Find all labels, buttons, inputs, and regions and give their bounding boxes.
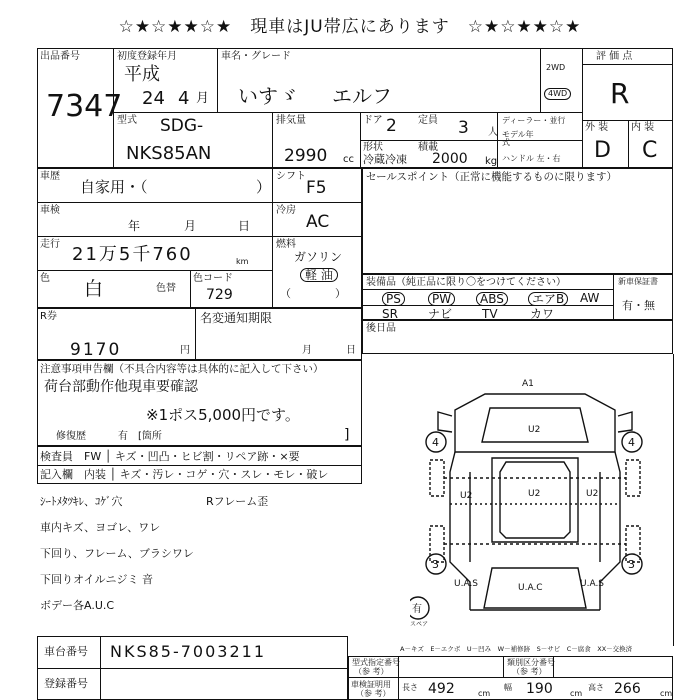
notes-line-2: ※1ポス5,000円です。 xyxy=(146,406,300,424)
equip-airbag: エアB xyxy=(528,292,568,306)
exterior-label: 外 装 xyxy=(585,122,609,133)
diagram-tire-fr: 4 xyxy=(628,436,635,449)
history-label: 車歴 xyxy=(40,171,60,182)
diagram-mark-top: A1 xyxy=(522,379,534,389)
score-label: 評 価 点 xyxy=(596,51,633,62)
recycle-amount: 9170 xyxy=(70,340,122,360)
cert-sub: （参 考） xyxy=(356,689,391,698)
memo-line-3: 下回り、フレーム、ブラシワレ xyxy=(40,547,194,560)
repair-close: ] xyxy=(344,427,350,443)
width-label: 幅 xyxy=(504,683,512,692)
width-unit: cm xyxy=(570,689,583,698)
memo-line-1: ｼｰﾄﾒﾀﾂｷﾚ、ｺｹﾞ穴 xyxy=(40,495,123,508)
color-label: 色 xyxy=(40,273,50,284)
fuel-value: ガソリン xyxy=(294,250,343,264)
shape-label: 形状 xyxy=(363,142,383,153)
model-grade-label: 車名・グレード xyxy=(221,51,291,62)
equip-leather: カワ xyxy=(530,307,555,321)
diagram-mark-rear-right: U.A.S xyxy=(580,579,605,589)
notes-label: 注意事項申告欄（不具合内容等は具体的に記入して下さい） xyxy=(40,363,324,375)
capacity-label: 定員 xyxy=(418,115,438,126)
cert-label: 車検証明用 xyxy=(351,680,391,689)
diagram-mark-front-panel: U2 xyxy=(528,425,541,435)
diagram-mark-right-body: U2 xyxy=(586,489,599,499)
color-code: 729 xyxy=(206,287,233,303)
reg-month: 4 xyxy=(178,88,190,109)
sales-point-block xyxy=(362,168,673,274)
history-value: 自家用・（ xyxy=(80,178,148,196)
warranty-label: 新車保証書 xyxy=(618,277,658,286)
inspection-day: 日 xyxy=(238,219,251,233)
doors-label: ドア xyxy=(363,115,383,126)
chassis-number: NKS85-7003211 xyxy=(110,642,267,661)
diagram-tire-rl: 3 xyxy=(432,558,439,571)
exterior-grade: D xyxy=(594,138,611,163)
equip-abs: ABS xyxy=(476,292,508,306)
diagram-spare: 有 xyxy=(412,604,422,615)
diagram-tire-fl: 4 xyxy=(432,436,439,449)
name-change-month: 月 xyxy=(302,345,312,356)
shift-4wd-label: 4WD xyxy=(544,88,571,100)
era: 平成 xyxy=(124,64,160,85)
model-class-sub: （参 考） xyxy=(354,667,389,676)
vehicle-damage-diagram xyxy=(410,372,660,630)
aircon-label: 冷房 xyxy=(276,205,296,216)
height-label: 高さ xyxy=(588,683,604,692)
type-label: 型式 xyxy=(117,115,137,126)
banner: ☆★☆★★☆★ 現車はJU帯広にあります ☆★☆★★☆★ xyxy=(118,17,582,37)
width-value: 190 xyxy=(526,681,553,697)
interior-grade: C xyxy=(642,138,658,163)
mileage-value: 21万5千760 xyxy=(72,244,193,265)
chassis-label: 車台番号 xyxy=(44,645,88,658)
inspection-year: 年 xyxy=(128,219,141,233)
dealer-label: ディーラー・並行 xyxy=(502,116,566,125)
color-value: 白 xyxy=(84,278,104,300)
sales-point-label: セールスポイント（正常に機能するものに限ります） xyxy=(366,171,618,183)
capacity: 3 xyxy=(458,118,469,138)
repair-label: 修復歴 xyxy=(56,431,86,442)
lot-number: 7347 xyxy=(46,89,123,124)
inspection-month: 月 xyxy=(184,219,197,233)
inspector-label: 検査員 xyxy=(40,450,73,463)
equip-sr: SR xyxy=(382,307,398,321)
km-unit: km xyxy=(236,257,249,266)
type-prefix: SDG- xyxy=(160,116,204,136)
handle-label: ハンドル 左・右 xyxy=(502,154,561,163)
notes-line-1: 荷台部動作他現車要確認 xyxy=(44,379,198,395)
fill-label: 記入欄 xyxy=(40,468,73,481)
fuel-paren: （ ） xyxy=(280,287,346,300)
type-code: NKS85AN xyxy=(126,143,212,164)
memo-line-4: 下回りオイルニジミ 音 xyxy=(40,573,153,586)
equip-pw: PW xyxy=(428,292,455,306)
shift-value: F5 xyxy=(306,178,327,198)
category-class-sub: （参 考） xyxy=(512,667,547,676)
shift-label: シフト xyxy=(276,171,306,182)
repair-value: 有 [箇所 xyxy=(118,431,162,442)
mileage-label: 走行 xyxy=(40,239,60,250)
fuel-alt: 軽 油 xyxy=(300,268,338,282)
diagram-spare-sub: スペア xyxy=(410,621,429,628)
load: 2000 xyxy=(432,151,468,167)
name-change-day: 日 xyxy=(346,345,356,356)
equipment-label: 装備品（純正品に限り〇をつけてください） xyxy=(366,277,566,288)
length-unit: cm xyxy=(478,689,491,698)
equip-aw: AW xyxy=(580,291,600,305)
reg-no-label: 登録番号 xyxy=(44,677,88,690)
memo-line-5: ボデー各A.U.C xyxy=(40,599,115,612)
category-class-label: 類別区分番号 xyxy=(507,658,555,667)
warranty-options: 有・無 xyxy=(622,299,655,312)
model: エルフ xyxy=(332,84,392,108)
equip-tv: TV xyxy=(482,307,498,321)
load-label: 積載 xyxy=(418,142,438,153)
first-reg-label: 初度登録年月 xyxy=(117,51,177,62)
inspection-label: 車検 xyxy=(40,205,60,216)
people-unit: 人 xyxy=(488,127,498,138)
damage-legend: A－キズ E－エクボ U－凹み W－補修跡 S－サビ C－腐食 XX－交換済 xyxy=(400,645,633,653)
make: いすゞ xyxy=(238,84,298,108)
length-label: 長さ xyxy=(402,683,418,692)
reg-month-unit: 月 xyxy=(196,91,210,106)
lot-no-label: 出品番号 xyxy=(40,51,80,62)
diagram-mark-rear-left: U.A.S xyxy=(454,579,479,589)
doors: 2 xyxy=(386,116,397,136)
height-unit: cm xyxy=(660,689,673,698)
diagram-mark-rear-center: U.A.C xyxy=(518,583,543,593)
model-class-label: 型式指定番号 xyxy=(352,658,400,667)
equip-ps: PS xyxy=(382,292,405,306)
memo-line-2: 車内キズ、ヨゴレ、ワレ xyxy=(40,521,161,534)
equip-navi: ナビ xyxy=(428,307,453,321)
height-value: 266 xyxy=(614,681,641,697)
fuel-label: 燃料 xyxy=(276,239,296,250)
memo-frame: Rフレーム歪 xyxy=(206,495,269,508)
cc-unit: cc xyxy=(343,154,354,165)
diagram-mark-center: U2 xyxy=(528,489,541,499)
interior-label: 内 装 xyxy=(631,122,655,133)
color-change-label: 色替 xyxy=(156,283,176,294)
color-code-label: 色コード xyxy=(193,273,233,284)
length-value: 492 xyxy=(428,681,455,697)
inspect-items: FW │ キズ・凹凸・ヒビ割・リペア跡・×要 xyxy=(84,450,300,463)
back-seat-label: 後日品 xyxy=(366,323,396,334)
displacement-label: 排気量 xyxy=(276,115,306,126)
model-year-label: モデル年式 xyxy=(502,130,534,147)
reg-year: 24 xyxy=(142,88,165,109)
history-close: ） xyxy=(256,178,272,196)
kg-unit: kg xyxy=(485,156,498,167)
diagram-tire-rr: 3 xyxy=(628,558,635,571)
recycle-label: R券 xyxy=(40,311,57,322)
score-value: R xyxy=(610,77,630,110)
displacement: 2990 xyxy=(284,146,328,166)
shape: 冷蔵冷凍 xyxy=(363,153,407,166)
interior-items: 内装 │ キズ・汚レ・コゲ・穴・スレ・モレ・破レ xyxy=(84,468,329,481)
yen-unit: 円 xyxy=(180,345,190,356)
aircon-value: AC xyxy=(306,212,330,232)
back-seat-block xyxy=(362,320,673,354)
name-change-label: 名変通知期限 xyxy=(200,311,273,325)
shift-2wd-label: 2WD xyxy=(546,63,566,72)
diagram-mark-left-body: U2 xyxy=(460,491,473,501)
